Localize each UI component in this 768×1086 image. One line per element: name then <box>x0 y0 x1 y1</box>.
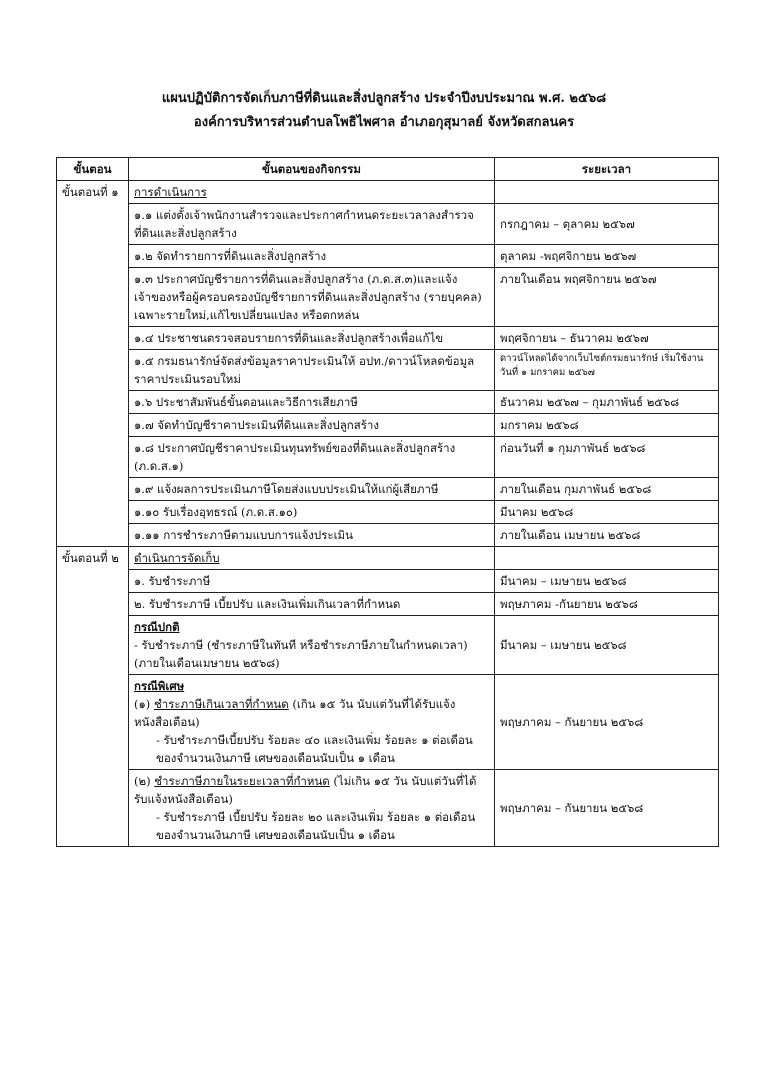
period-cell: พฤษภาคม – กันยายน ๒๕๖๘ <box>495 675 719 770</box>
activity-cell: ๑.๗ จัดทำบัญชีราคาประเมินที่ดินและสิ่งปลูกสร้าง <box>129 414 495 437</box>
period-cell <box>495 547 719 570</box>
header-period: ระยะเวลา <box>495 158 719 181</box>
table-row <box>57 327 719 350</box>
activity-cell: ๑.๙ แจ้งผลการประเมินภาษีโดยส่งแบบประเมินให้แก่ผู้เสียภาษี <box>129 478 495 501</box>
step1-heading: การดำเนินการ <box>129 181 495 204</box>
activity-cell: ๑.๘ ประกาศบัญชีราคาประเมินทุนทรัพย์ของที่ดินและสิ่งปลูกสร้าง (ภ.ด.ส.๑) <box>129 437 495 478</box>
header-step: ขั้นตอน <box>57 158 129 181</box>
table-row <box>57 414 719 437</box>
period-cell: ธันวาคม ๒๕๖๗ – กุมภาพันธ์ ๒๕๖๘ <box>495 391 719 414</box>
period-cell: พฤษภาคม -กันยายน ๒๕๖๘ <box>495 593 719 616</box>
period-cell: พฤษภาคม – กันยายน ๒๕๖๘ <box>495 770 719 847</box>
special-case1-detail: - รับชำระภาษีเบี้ยปรับ ร้อยละ ๔๐ และเงินเพิ่ม ร้อยละ ๑ ต่อเดือน ของจำนวนเงินภาษี เศษของเดือนนับเป็น ๑ เดือน <box>156 733 473 765</box>
table-header-row <box>57 158 719 181</box>
table-row <box>57 350 719 391</box>
activity-cell: ๑. รับชำระภาษี <box>129 570 495 593</box>
period-cell <box>495 181 719 204</box>
table-row <box>57 245 719 268</box>
activity-cell: ๑.๑๐ รับเรื่องอุทธรณ์ (ภ.ด.ส.๑๐) <box>129 501 495 524</box>
activity-cell <box>129 770 495 847</box>
table-row <box>57 268 719 327</box>
period-cell: มีนาคม – เมษายน ๒๕๖๘ <box>495 570 719 593</box>
special-case2-detail: - รับชำระภาษี เบี้ยปรับ ร้อยละ ๒๐ และเงินเพิ่ม ร้อยละ ๑ ต่อเดือน ของจำนวนเงินภาษี เศษของเดือนนับเป็น ๑ เดือน <box>156 810 476 842</box>
special-case-heading: กรณีพิเศษ <box>134 679 185 693</box>
table-row <box>57 675 719 770</box>
table-row <box>57 616 719 675</box>
period-cell: ตุลาคม -พฤศจิกายน ๒๕๖๗ <box>495 245 719 268</box>
table-row <box>57 437 719 478</box>
activity-cell <box>129 616 495 675</box>
period-cell: มกราคม ๒๕๖๘ <box>495 414 719 437</box>
period-cell: ภายในเดือน พฤศจิกายน ๒๕๖๗ <box>495 268 719 327</box>
table-row <box>57 391 719 414</box>
period-cell: ดาวน์โหลดได้จากเว็บไซต์กรมธนารักษ์ เริ่มใช้งานวันที่ ๑ มกราคม ๒๕๖๗ <box>495 350 719 391</box>
table-row <box>57 501 719 524</box>
table-row <box>57 770 719 847</box>
document-title: แผนปฏิบัติการจัดเก็บภาษีที่ดินและสิ่งปลูกสร้าง ประจำปีงบประมาณ พ.ศ. ๒๕๖๘ <box>161 91 607 106</box>
table-row <box>57 570 719 593</box>
activity-cell: ๑.๕ กรมธนารักษ์จัดส่งข้อมูลราคาประเมินให้ อปท./ดาวน์โหลดข้อมูลราคาประเมินรอบใหม่ <box>129 350 495 391</box>
activity-cell: ๑.๑๑ การชำระภาษีตามแบบการแจ้งประเมิน <box>129 524 495 547</box>
normal-case-heading: กรณีปกติ <box>134 620 180 634</box>
period-cell: กรกฎาคม – ตุลาคม ๒๕๖๗ <box>495 204 719 245</box>
table-row <box>57 547 719 570</box>
period-cell: พฤศจิกายน – ธันวาคม ๒๕๖๗ <box>495 327 719 350</box>
activity-cell: ๒. รับชำระภาษี เบี้ยปรับ และเงินเพิ่มเกินเวลาที่กำหนด <box>129 593 495 616</box>
document-subtitle: องค์การบริหารส่วนตำบลโพธิไพศาล อำเภอกุสุมาลย์ จังหวัดสกลนคร <box>193 115 575 130</box>
activity-cell: ๑.๖ ประชาสัมพันธ์ขั้นตอนและวิธีการเสียภาษี <box>129 391 495 414</box>
period-cell: มีนาคม ๒๕๖๘ <box>495 501 719 524</box>
activity-cell: ๑.๓ ประกาศบัญชีรายการที่ดินและสิ่งปลูกสร้าง (ภ.ด.ส.๓)และแจ้งเจ้าของหรือผู้ครอบครองบัญชีรายการที่ดินและสิ่งปลูกสร้าง (รายบุคคล) เฉพาะรายใหม่,แก้ไขเปลี่ยนแปลง หรือตกหล่น <box>129 268 495 327</box>
activity-cell <box>129 675 495 770</box>
step1-label: ขั้นตอนที่ ๑ <box>57 181 129 204</box>
period-cell: ภายในเดือน กุมภาพันธ์ ๒๕๖๘ <box>495 478 719 501</box>
special-case2-title: (๒) ชำระภาษีภายในระยะเวลาที่กำหนด (ไม่เกิน ๑๕ วัน นับแต่วันที่ได้รับแจ้งหนังสือเตือน) <box>134 774 477 806</box>
table-row <box>57 181 719 204</box>
step2-label: ขั้นตอนที่ ๒ <box>57 547 129 570</box>
normal-case-text: - รับชำระภาษี (ชำระภาษีในทันที หรือชำระภาษีภายในกำหนดเวลา) (ภายในเดือนเมษายน ๒๕๖๘) <box>134 638 468 670</box>
period-cell: ก่อนวันที่ ๑ กุมภาพันธ์ ๒๕๖๘ <box>495 437 719 478</box>
activity-cell: ๑.๔ ประชาชนตรวจสอบรายการที่ดินและสิ่งปลูกสร้างเพื่อแก้ไข <box>129 327 495 350</box>
period-cell: ภายในเดือน เมษายน ๒๕๖๘ <box>495 524 719 547</box>
table-row <box>57 204 719 245</box>
activity-cell: ๑.๑ แต่งตั้งเจ้าพนักงานสำรวจและประกาศกำหนดระยะเวลาลงสำรวจที่ดินและสิ่งปลูกสร้าง <box>129 204 495 245</box>
activity-cell: ๑.๒ จัดทำรายการที่ดินและสิ่งปลูกสร้าง <box>129 245 495 268</box>
table-row <box>57 478 719 501</box>
header-activity: ขั้นตอนของกิจกรรม <box>129 158 495 181</box>
table-row <box>57 524 719 547</box>
step2-heading: ดำเนินการจัดเก็บ <box>129 547 495 570</box>
period-cell: มีนาคม – เมษายน ๒๕๖๘ <box>495 616 719 675</box>
table-row <box>57 593 719 616</box>
plan-table <box>56 157 719 847</box>
special-case1-title: (๑) ชำระภาษีเกินเวลาที่กำหนด (เกิน ๑๕ วัน นับแต่วันที่ได้รับแจ้งหนังสือเตือน) <box>134 697 456 729</box>
